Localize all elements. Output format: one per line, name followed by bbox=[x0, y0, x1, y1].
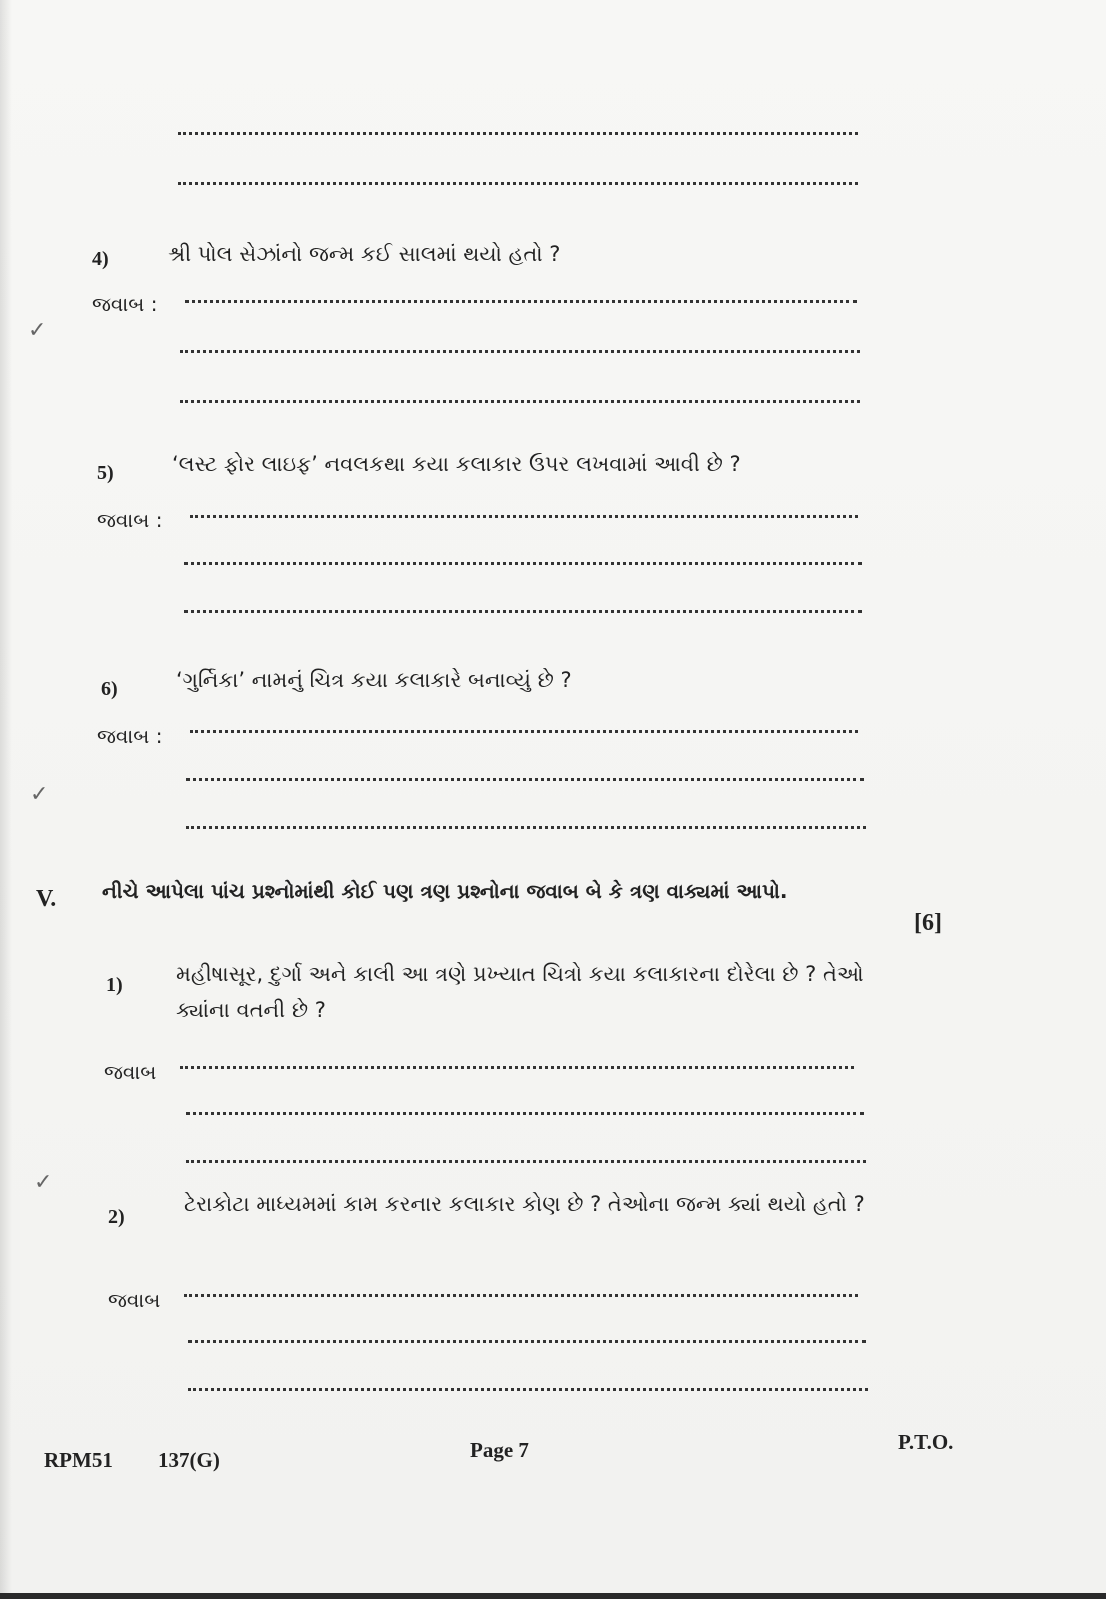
question-text: મહીષાસૂર, દુર્ગા અને કાલી આ ત્રણે પ્રખ્યાત ચિત્રો કયા કલાકારના દોરેલા છે ? તેઓ ક્યાંના વતની છે ? bbox=[176, 962, 864, 1022]
question-text: ટેરાકોટા માધ્યમમાં કામ કરનાર કલાકાર કોણ છે ? તેઓના જન્મ ક્યાં થયો હતો ? bbox=[184, 1192, 865, 1216]
answer-line[interactable] bbox=[186, 778, 864, 781]
answer-line[interactable] bbox=[184, 610, 862, 613]
page-bottom-edge bbox=[0, 1593, 1106, 1599]
answer-label: જવાબ : bbox=[92, 292, 158, 316]
answer-line[interactable] bbox=[184, 1294, 858, 1297]
answer-line[interactable] bbox=[184, 562, 862, 565]
answer-line[interactable] bbox=[180, 400, 860, 403]
answer-line[interactable] bbox=[186, 826, 866, 829]
section-marks: [6] bbox=[914, 910, 942, 936]
check-mark-icon: ✓ bbox=[28, 318, 47, 343]
question-number: 6) bbox=[101, 678, 118, 700]
footer-pto: P.T.O. bbox=[898, 1430, 954, 1454]
answer-line[interactable] bbox=[180, 1066, 854, 1069]
answer-line[interactable] bbox=[185, 300, 857, 303]
answer-label: જવાબ : bbox=[97, 724, 163, 748]
answer-line[interactable] bbox=[188, 1340, 866, 1343]
page-edge-shadow bbox=[0, 0, 12, 1599]
question-text: ‘લસ્ટ ફોર લાઇફ’ નવલકથા કયા કલાકાર ઉપર લખવામાં આવી છે ? bbox=[172, 452, 741, 476]
answer-label: જવાબ bbox=[104, 1060, 157, 1084]
answer-label: જવાબ : bbox=[97, 508, 163, 532]
answer-line[interactable] bbox=[186, 1160, 866, 1163]
section-number: V. bbox=[36, 886, 57, 912]
check-mark-icon: ✓ bbox=[30, 782, 49, 807]
footer-code: RPM51 bbox=[44, 1448, 113, 1472]
question-number: 5) bbox=[97, 462, 114, 484]
question-number: 1) bbox=[106, 974, 123, 996]
answer-line bbox=[178, 182, 858, 185]
question-number: 4) bbox=[92, 248, 109, 270]
answer-line[interactable] bbox=[190, 730, 858, 733]
question-text: શ્રી પોલ સેઝાંનો જન્મ કઈ સાલમાં થયો હતો ? bbox=[168, 242, 561, 266]
check-mark-icon: ✓ bbox=[34, 1170, 53, 1195]
footer-paper: 137(G) bbox=[158, 1448, 220, 1472]
footer-page-number: Page 7 bbox=[470, 1438, 529, 1462]
answer-line[interactable] bbox=[188, 1388, 868, 1391]
question-text: ‘ગુર્નિકા’ નામનું ચિત્ર કયા કલાકારે બનાવ્યું છે ? bbox=[176, 668, 572, 692]
answer-line[interactable] bbox=[190, 515, 858, 518]
answer-line[interactable] bbox=[186, 1112, 864, 1115]
answer-line[interactable] bbox=[180, 350, 860, 353]
answer-line bbox=[178, 132, 858, 135]
section-instruction: નીચે આપેલા પાંચ પ્રશ્નોમાંથી કોઈ પણ ત્રણ પ્રશ્નોના જવાબ બે કે ત્રણ વાક્યમાં આપો. bbox=[102, 879, 788, 903]
answer-label: જવાબ bbox=[108, 1288, 161, 1312]
question-number: 2) bbox=[108, 1206, 125, 1228]
